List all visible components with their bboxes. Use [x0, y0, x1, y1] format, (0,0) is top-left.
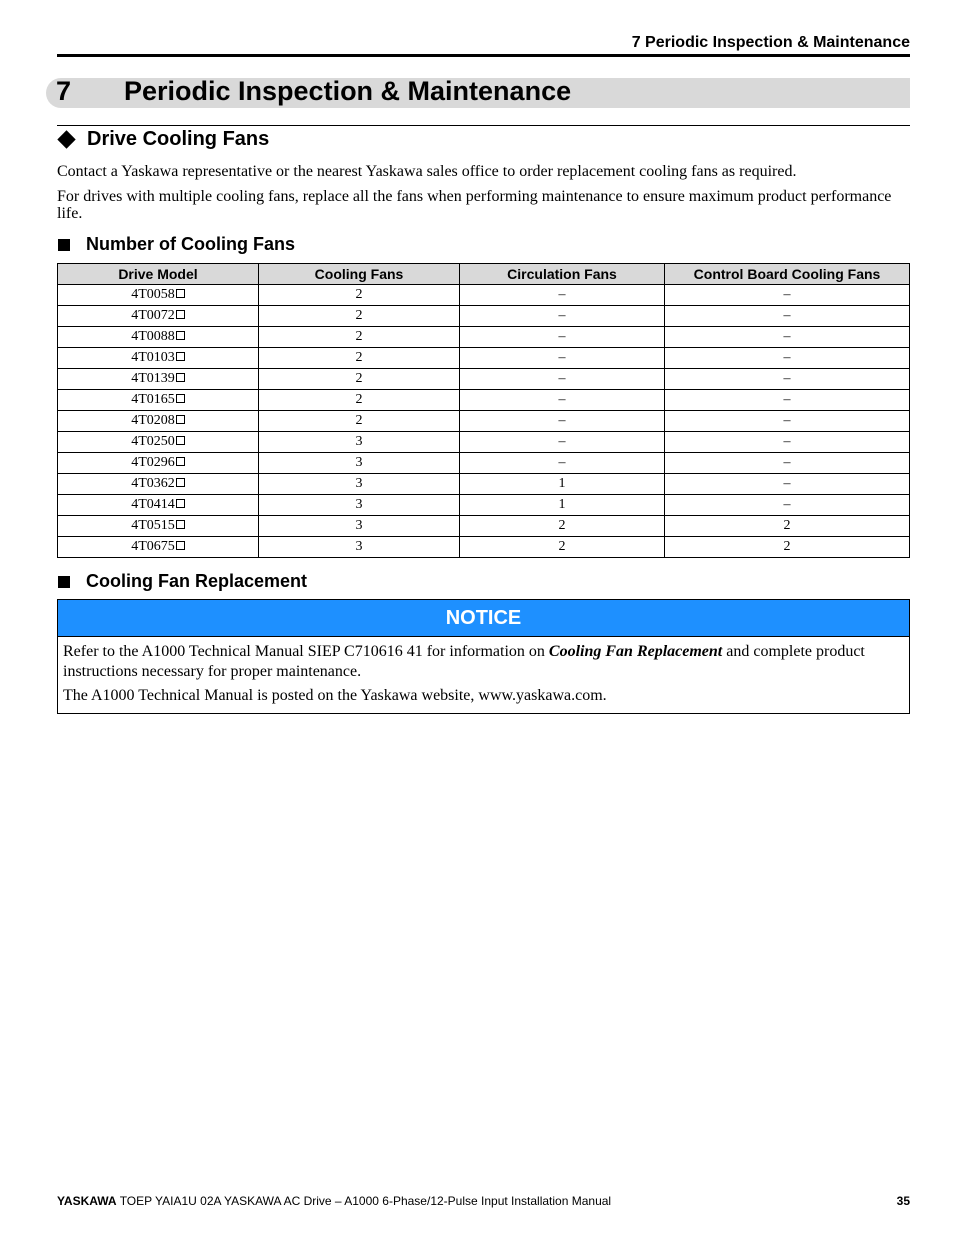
table-cell: 2: [259, 348, 460, 369]
table-cell: 3: [259, 432, 460, 453]
placeholder-box-icon: [176, 373, 185, 382]
drive-model-cell: [58, 474, 259, 495]
drive-model-text: 4T0165: [131, 392, 175, 407]
table-cell: –: [460, 453, 665, 474]
drive-model-cell: [58, 537, 259, 558]
chapter-rule: [57, 125, 910, 126]
notice-label: NOTICE: [58, 600, 909, 637]
drive-model-text: 4T0250: [131, 434, 175, 449]
subsection-title: Cooling Fan Replacement: [86, 571, 308, 591]
drive-model-text: 4T0414: [131, 497, 175, 512]
table-cell: 2: [665, 537, 910, 558]
page-number: 35: [896, 1194, 910, 1208]
table-cell: 1: [460, 474, 665, 495]
table-cell: 3: [259, 453, 460, 474]
placeholder-box-icon: [176, 541, 185, 550]
subsection-title: Number of Cooling Fans: [86, 234, 295, 254]
column-header: Circulation Fans: [460, 264, 665, 285]
table-cell: –: [665, 432, 910, 453]
notice-emphasis: Cooling Fan Replacement: [548, 643, 723, 660]
notice-body: [58, 637, 909, 706]
table-cell: 1: [460, 495, 665, 516]
table-cell: 3: [259, 516, 460, 537]
placeholder-box-icon: [176, 478, 185, 487]
placeholder-box-icon: [176, 499, 185, 508]
table-cell: –: [665, 474, 910, 495]
table-row: [58, 306, 910, 327]
footer-brand: YASKAWA: [57, 1194, 117, 1208]
drive-model-text: 4T0675: [131, 539, 175, 554]
drive-model-text: 4T0362: [131, 476, 175, 491]
column-header: Cooling Fans: [259, 264, 460, 285]
page-footer: [57, 1194, 910, 1208]
drive-model-text: 4T0515: [131, 518, 175, 533]
drive-model-text: 4T0088: [131, 329, 175, 344]
drive-model-cell: [58, 306, 259, 327]
section-title: Drive Cooling Fans: [87, 128, 270, 150]
notice-box: [57, 599, 910, 714]
table-cell: –: [460, 348, 665, 369]
table-row: [58, 495, 910, 516]
notice-line-2: The A1000 Technical Manual is posted on the Yaskawa website, www.yaskawa.com.: [63, 687, 607, 704]
table-cell: –: [460, 369, 665, 390]
drive-model-text: 4T0103: [131, 350, 175, 365]
table-cell: 2: [259, 306, 460, 327]
drive-model-cell: [58, 453, 259, 474]
table-cell: 2: [259, 411, 460, 432]
drive-model-cell: [58, 432, 259, 453]
paragraph-order-fans: Contact a Yaskawa representative or the nearest Yaskawa sales office to order replacement cooling fans as required.: [57, 163, 797, 180]
drive-model-cell: [58, 495, 259, 516]
table-row: [58, 432, 910, 453]
diamond-bullet-icon: [57, 130, 75, 148]
table-row: [58, 516, 910, 537]
table-cell: –: [665, 390, 910, 411]
drive-model-text: 4T0296: [131, 455, 175, 470]
table-header-row: [58, 264, 910, 285]
drive-model-text: 4T0072: [131, 308, 175, 323]
table-row: [58, 411, 910, 432]
placeholder-box-icon: [176, 289, 185, 298]
drive-model-cell: [58, 390, 259, 411]
table-cell: 3: [259, 495, 460, 516]
drive-model-text: 4T0208: [131, 413, 175, 428]
table-cell: 2: [665, 516, 910, 537]
header-rule: [57, 54, 910, 57]
chapter-number: 7: [56, 76, 72, 106]
drive-model-text: 4T0139: [131, 371, 175, 386]
placeholder-box-icon: [176, 331, 185, 340]
placeholder-box-icon: [176, 310, 185, 319]
table-cell: 3: [259, 537, 460, 558]
subsection-heading-replacement: [57, 571, 307, 592]
footer-doc-info: [57, 1194, 611, 1208]
table-cell: –: [665, 453, 910, 474]
square-bullet-icon: [58, 239, 70, 251]
drive-model-cell: [58, 348, 259, 369]
paragraph-multiple-fans: For drives with multiple cooling fans, replace all the fans when performing maintenance to ensure maximum product performance life.: [57, 188, 892, 222]
drive-model-cell: [58, 327, 259, 348]
table-cell: 2: [259, 369, 460, 390]
table-cell: –: [460, 306, 665, 327]
table-cell: 2: [460, 537, 665, 558]
table-row: [58, 369, 910, 390]
table-row: [58, 285, 910, 306]
table-row: [58, 348, 910, 369]
running-header: 7 Periodic Inspection & Maintenance: [631, 34, 910, 51]
placeholder-box-icon: [176, 457, 185, 466]
placeholder-box-icon: [176, 436, 185, 445]
drive-model-cell: [58, 516, 259, 537]
cooling-fans-table: [57, 263, 910, 558]
table-cell: –: [665, 495, 910, 516]
table-cell: –: [665, 285, 910, 306]
table-row: [58, 474, 910, 495]
footer-doc-title: TOEP YAIA1U 02A YASKAWA AC Drive – A1000 6-Phase/12-Pulse Input Installation Manual: [116, 1194, 612, 1208]
table-cell: 2: [460, 516, 665, 537]
chapter-title: Periodic Inspection & Maintenance: [124, 76, 572, 106]
column-header: Drive Model: [58, 264, 259, 285]
table-cell: 2: [259, 390, 460, 411]
table-row: [58, 453, 910, 474]
subsection-heading-number-of-fans: [57, 234, 295, 255]
table-cell: 2: [259, 285, 460, 306]
table-cell: 3: [259, 474, 460, 495]
section-heading: [57, 128, 269, 151]
table-cell: –: [665, 348, 910, 369]
square-bullet-icon: [58, 576, 70, 588]
table-cell: –: [460, 411, 665, 432]
table-cell: –: [665, 327, 910, 348]
placeholder-box-icon: [176, 394, 185, 403]
column-header: Control Board Cooling Fans: [665, 264, 910, 285]
placeholder-box-icon: [176, 520, 185, 529]
table-cell: 2: [259, 327, 460, 348]
table-cell: –: [460, 432, 665, 453]
placeholder-box-icon: [176, 352, 185, 361]
notice-text: and complete product instructions necessary for proper maintenance.: [63, 643, 865, 680]
notice-line-1: [63, 642, 904, 682]
drive-model-cell: [58, 369, 259, 390]
table-cell: –: [665, 369, 910, 390]
placeholder-box-icon: [176, 415, 185, 424]
table-cell: –: [665, 411, 910, 432]
table-row: [58, 327, 910, 348]
table-cell: –: [460, 390, 665, 411]
table-cell: –: [460, 285, 665, 306]
notice-text: Refer to the A1000 Technical Manual SIEP C710616 41 for information on: [63, 643, 549, 660]
table-cell: –: [665, 306, 910, 327]
table-cell: –: [460, 327, 665, 348]
table-row: [58, 390, 910, 411]
table-row: [58, 537, 910, 558]
drive-model-cell: [58, 411, 259, 432]
drive-model-cell: [58, 285, 259, 306]
drive-model-text: 4T0058: [131, 287, 175, 302]
